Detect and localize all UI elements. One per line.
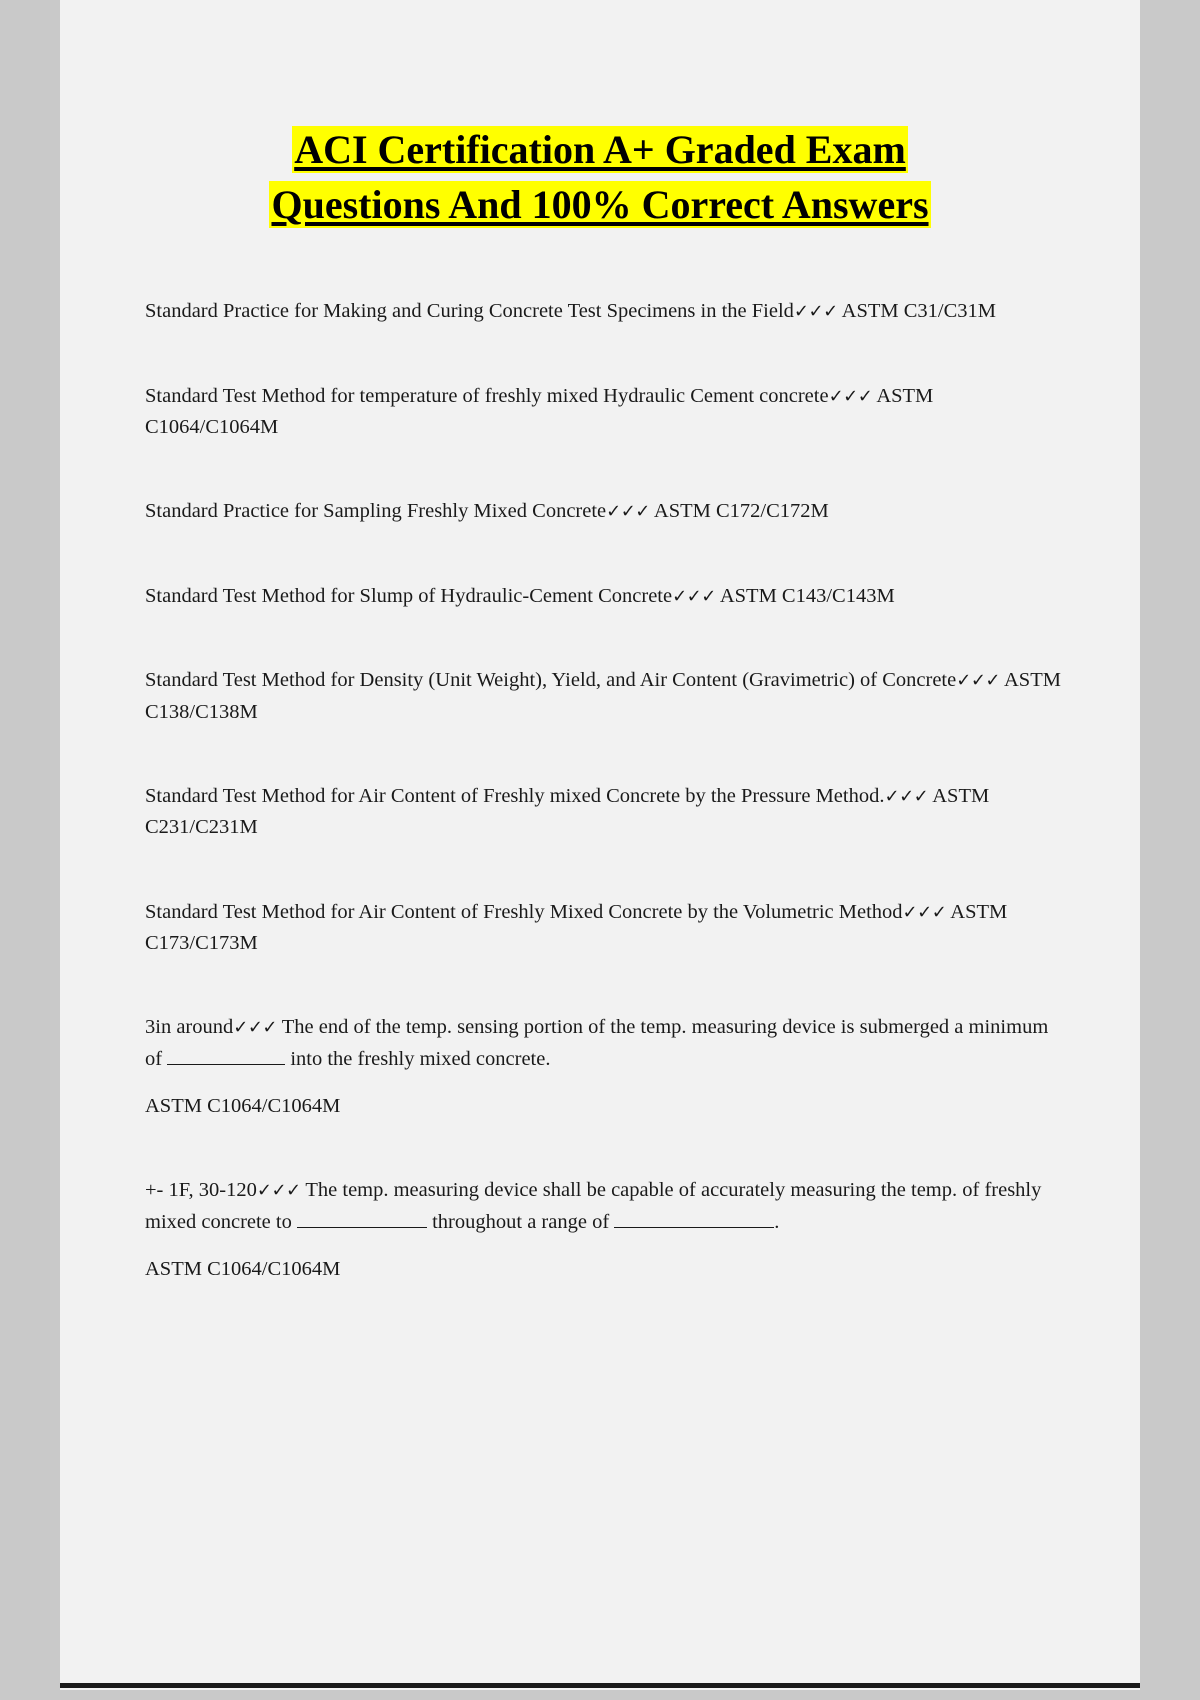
checkmark-icon: ✓✓✓ xyxy=(233,1017,277,1039)
document-body xyxy=(60,296,1140,1285)
qa-item-8 xyxy=(145,1012,1070,1122)
qa-prompt-after-blank: . xyxy=(774,1210,780,1233)
qa-answer: ASTM C1064/C1064M xyxy=(145,384,934,439)
qa-prompt-mid: throughout a range of xyxy=(426,1210,615,1233)
document-page xyxy=(60,0,1140,1690)
page-title-line-1: ACI Certification A+ Graded Exam xyxy=(294,127,906,172)
checkmark-icon: ✓✓✓ xyxy=(902,901,947,923)
checkmark-icon: ✓✓✓ xyxy=(956,670,1000,692)
qa-prompt: Standard Practice for Sampling Freshly Mixed Concrete xyxy=(145,500,607,523)
qa-answer: ASTM C143/C143M xyxy=(719,584,895,607)
qa-prompt: Standard Test Method for Slump of Hydraulic-Cement Concrete xyxy=(145,584,673,607)
checkmark-icon: ✓✓✓ xyxy=(884,785,929,807)
qa-prompt: Standard Test Method for temperature of freshly mixed Hydraulic Cement concrete xyxy=(145,384,829,407)
checkmark-icon: ✓✓✓ xyxy=(672,585,716,607)
qa-prompt: Standard Test Method for Air Content of Freshly mixed Concrete by the Pressure Method. xyxy=(145,784,885,807)
fill-in-blank xyxy=(167,1044,285,1064)
qa-answer: ASTM C172/C172M xyxy=(653,500,829,523)
checkmark-icon: ✓✓✓ xyxy=(793,301,838,323)
qa-item-7 xyxy=(145,897,1070,960)
qa-item-5 xyxy=(145,665,1070,728)
qa-reference: ASTM C1064/C1064M xyxy=(145,1095,341,1118)
qa-prompt-after-blank: into the freshly mixed concrete. xyxy=(285,1047,551,1070)
qa-item-1 xyxy=(145,296,1070,327)
qa-prompt-before-blank: The temp. measuring device shall be capable of accurately measuring the temp. of freshly mixed concrete to xyxy=(145,1179,1042,1233)
qa-answer: 3in around xyxy=(145,1016,234,1039)
qa-answer: ASTM C31/C31M xyxy=(841,300,997,323)
page-title xyxy=(205,0,995,232)
qa-item-2 xyxy=(145,381,1070,444)
qa-answer: ASTM C231/C231M xyxy=(145,784,990,839)
page-title-line-2: Questions And 100% Correct Answers xyxy=(271,182,929,228)
qa-answer: +- 1F, 30-120 xyxy=(145,1179,257,1202)
qa-item-3 xyxy=(145,496,1070,527)
qa-item-9 xyxy=(145,1175,1070,1285)
page-bottom-rule xyxy=(60,1683,1140,1688)
checkmark-icon: ✓✓✓ xyxy=(606,501,650,523)
qa-item-6 xyxy=(145,781,1070,844)
qa-prompt: Standard Practice for Making and Curing Concrete Test Specimens in the Field xyxy=(145,300,794,323)
qa-answer: ASTM C173/C173M xyxy=(145,900,1008,954)
fill-in-blank xyxy=(614,1207,774,1227)
qa-prompt: Standard Test Method for Density (Unit Weight), Yield, and Air Content (Gravimetric) of Concrete xyxy=(145,669,957,692)
qa-reference: ASTM C1064/C1064M xyxy=(145,1258,341,1281)
qa-prompt-before-blank: The end of the temp. sensing portion of the temp. measuring device is submerged a minimum of xyxy=(145,1016,1049,1070)
checkmark-icon: ✓✓✓ xyxy=(256,1180,301,1202)
qa-item-4 xyxy=(145,581,1070,612)
qa-answer: ASTM C138/C138M xyxy=(145,669,1061,723)
checkmark-icon: ✓✓✓ xyxy=(828,385,873,407)
fill-in-blank xyxy=(297,1207,427,1227)
qa-prompt: Standard Test Method for Air Content of Freshly Mixed Concrete by the Volumetric Method xyxy=(145,900,903,923)
